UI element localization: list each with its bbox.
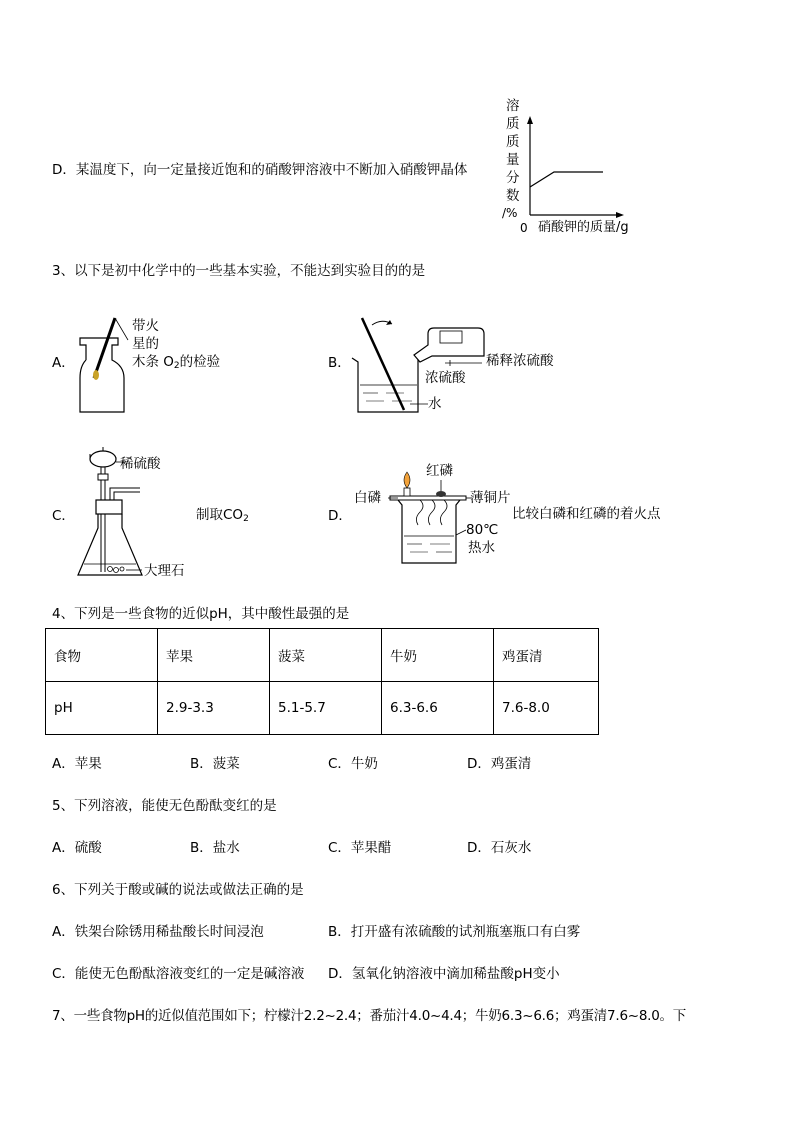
q6-stem: 6、下列关于酸或碱的说法或做法正确的是 (52, 882, 304, 898)
d-label-temp: 80℃ (466, 522, 499, 538)
q5-option-b: B．盐水 (190, 840, 240, 856)
q6-option-a: A．铁架台除锈用稀盐酸长时间浸泡 (52, 924, 264, 940)
y-label-char: 分 (506, 170, 520, 186)
c-label-marble: 大理石 (144, 563, 185, 579)
y-label-char: 数 (506, 188, 520, 204)
q7-stem: 7、一些食物pH的近似值范围如下；柠檬汁2.2~2.4；番茄汁4.0~4.4；牛奶6.3~6.6；鸡蛋清7.6~8.0。下 (52, 1008, 687, 1024)
b-caption: 稀释浓硫酸 (486, 353, 554, 369)
table-row (46, 629, 599, 682)
flame-icon (404, 472, 410, 488)
table-cell: 鸡蛋清 (494, 629, 599, 682)
y-label-char: 质 (506, 116, 520, 132)
d-label-hot: 热水 (468, 540, 495, 556)
q6-option-c: C．能使无色酚酞溶液变红的一定是碱溶液 (52, 966, 305, 982)
q5-option-a: A．硫酸 (52, 840, 102, 856)
a-label-3: 木条 $O_2$的检验 (132, 354, 221, 371)
table-cell: 牛奶 (382, 629, 494, 682)
y-label-char: 溶 (506, 98, 520, 114)
a-label-2: 星的 (132, 336, 159, 352)
a-label-1: 带火 (132, 318, 159, 334)
d-label-white: 白磷 (354, 490, 381, 506)
table-cell: 7.6-8.0 (494, 682, 599, 735)
q5-option-d: D．石灰水 (467, 840, 532, 856)
d-label-red: 红磷 (426, 463, 453, 479)
table-cell: 2.9-3.3 (158, 682, 270, 735)
q4-option-a: A．苹果 (52, 756, 102, 772)
table-cell: pH (46, 682, 158, 735)
beaker (398, 500, 460, 563)
q3-option-b: B． (328, 355, 351, 371)
y-label-char: 量 (506, 152, 520, 168)
q4-stem: 4、下列是一些食物的近似pH，其中酸性最强的是 (52, 606, 350, 622)
q6-option-b: B．打开盛有浓硫酸的试剂瓶塞瓶口有白雾 (328, 924, 581, 940)
y-label-char: 质 (506, 134, 520, 150)
ph-table (45, 628, 599, 735)
q4-option-d: D．鸡蛋清 (467, 756, 532, 772)
q3-option-d: D． (328, 508, 352, 524)
q4-option-b: B．菠菜 (190, 756, 240, 772)
d-label-copper: 薄铜片 (470, 490, 511, 506)
table-cell: 5.1-5.7 (270, 682, 382, 735)
table-cell: 苹果 (158, 629, 270, 682)
red-phosphorus (436, 491, 446, 497)
y-label-unit: /% (502, 206, 518, 220)
table-cell: 食物 (46, 629, 158, 682)
q3-option-a: A． (52, 355, 75, 371)
q5-stem: 5、下列溶液，能使无色酚酞变红的是 (52, 798, 277, 814)
q6-option-d: D．氢氧化钠溶液中滴加稀盐酸pH变小 (328, 966, 560, 982)
table-cell: 6.3-6.6 (382, 682, 494, 735)
origin-label: 0 (520, 221, 528, 235)
q4-option-c: C．牛奶 (328, 756, 378, 772)
copper-sheet (390, 496, 466, 500)
q3-stem: 3、以下是初中化学中的一些基本实验，不能达到实验目的的是 (52, 263, 426, 279)
q3-option-c: C． (52, 508, 75, 524)
c-caption: 制取$CO_2$ (196, 507, 249, 524)
c-label-acid: 稀硫酸 (120, 456, 161, 472)
x-axis-label: 硝酸钾的质量/g (538, 220, 629, 235)
b-label-acid: 浓硫酸 (425, 370, 466, 386)
b-label-water: 水 (428, 396, 442, 412)
table-cell: 菠菜 (270, 629, 382, 682)
q2-option-d: D．某温度下，向一定量接近饱和的硝酸钾溶液中不断加入硝酸钾晶体 (52, 162, 468, 178)
d-caption: 比较白磷和红磷的着火点 (512, 506, 661, 522)
table-row (46, 682, 599, 735)
q5-option-c: C．苹果醋 (328, 840, 392, 856)
